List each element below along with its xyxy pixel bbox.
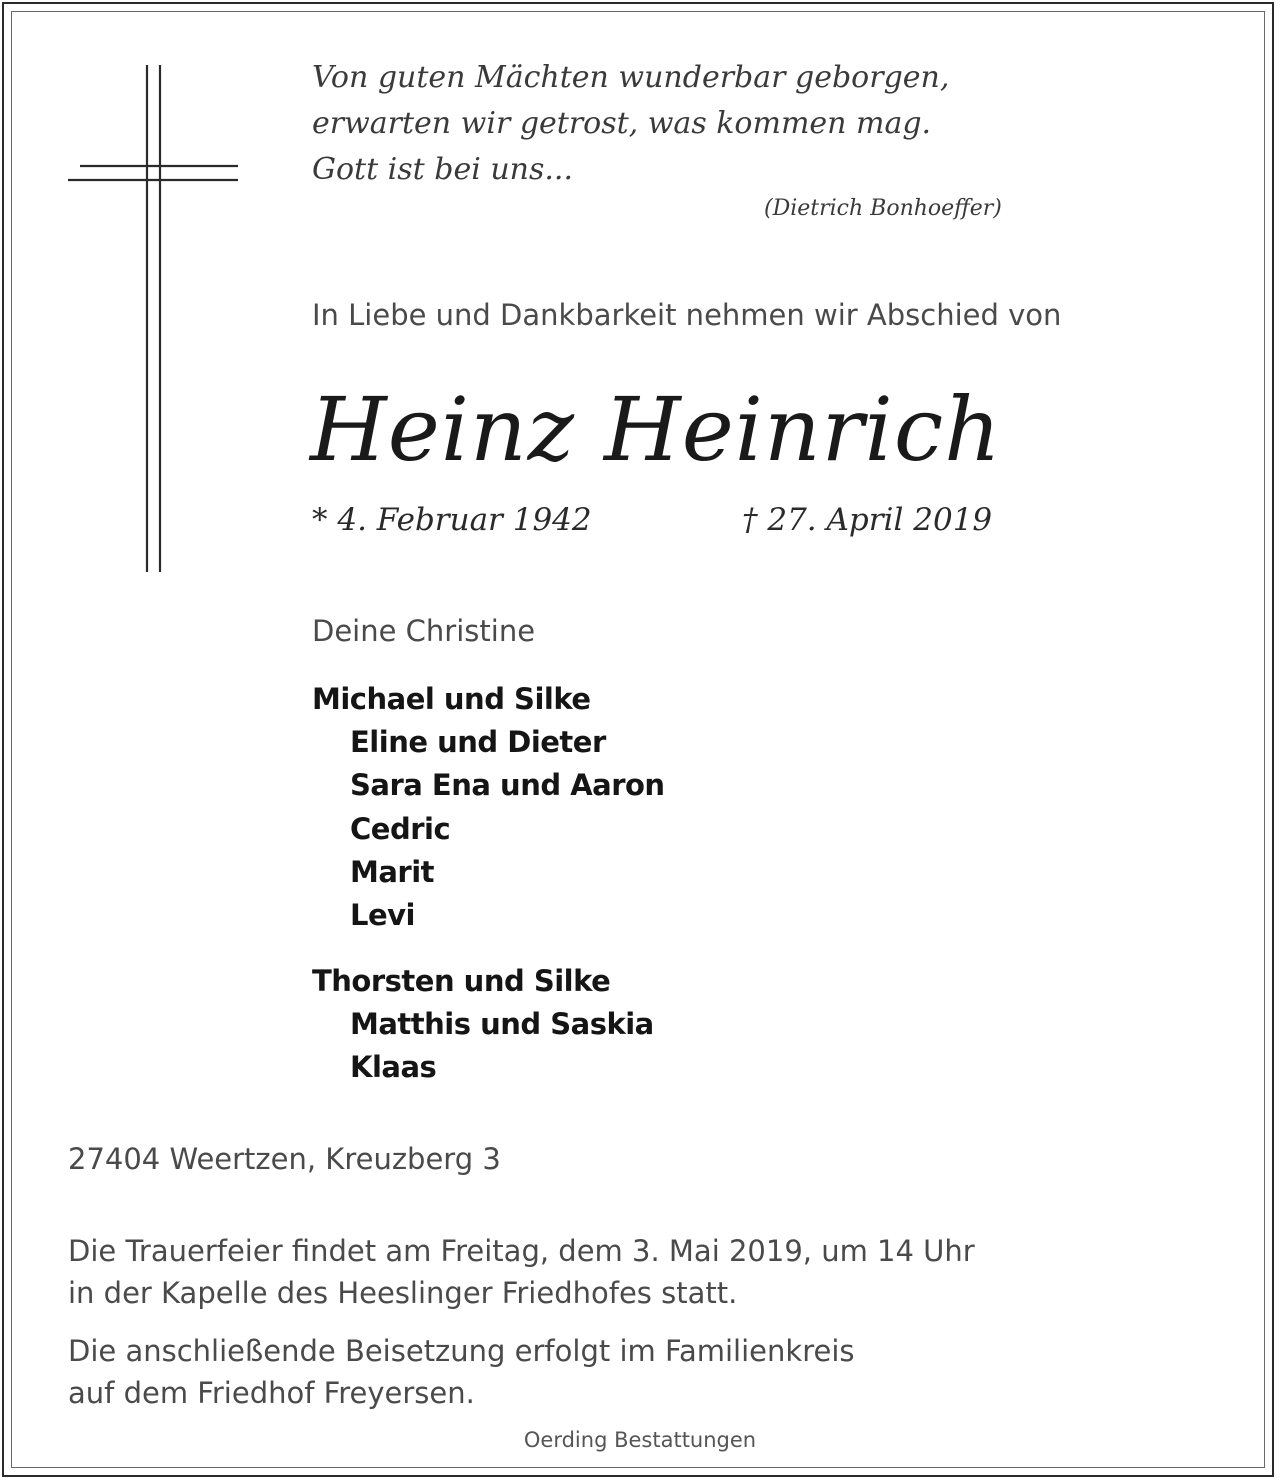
family-head: Thorsten und Silke: [312, 964, 611, 998]
funeral-info-line-2: in der Kapelle des Heeslinger Friedhofes statt.: [68, 1276, 738, 1310]
spouse-signature: Deine Christine: [312, 614, 536, 648]
burial-info-line-2: auf dem Friedhof Freyersen.: [68, 1376, 475, 1410]
family-head: Michael und Silke: [312, 682, 591, 716]
family-member: Cedric: [350, 812, 451, 846]
funeral-info-line-1: Die Trauerfeier findet am Freitag, dem 3. Mai 2019, um 14 Uhr: [68, 1234, 975, 1268]
family-member: Klaas: [350, 1050, 437, 1084]
family-member: Matthis und Saskia: [350, 1007, 654, 1041]
undertaker-credit: Oerding Bestattungen: [523, 1428, 757, 1452]
family-member: Sara Ena und Aaron: [350, 768, 665, 802]
quote-line-3: Gott ist bei uns...: [312, 152, 573, 187]
quote-line-2: erwarten wir getrost, was kommen mag.: [312, 106, 932, 141]
quote-author: (Dietrich Bonhoeffer): [764, 196, 1002, 221]
family-member: Marit: [350, 855, 435, 889]
family-member: Eline und Dieter: [350, 725, 606, 759]
death-date: † 27. April 2019: [742, 502, 993, 538]
address: 27404 Weertzen, Kreuzberg 3: [68, 1142, 501, 1176]
quote-line-1: Von guten Mächten wunderbar geborgen,: [312, 60, 950, 95]
burial-info-line-1: Die anschließende Beisetzung erfolgt im Familienkreis: [68, 1334, 855, 1368]
deceased-name: Heinz Heinrich: [310, 378, 1002, 481]
birth-date: * 4. Februar 1942: [312, 502, 592, 538]
intro-text: In Liebe und Dankbarkeit nehmen wir Abschied von: [312, 298, 1062, 332]
cross-icon: [60, 60, 250, 580]
family-member: Levi: [350, 898, 415, 932]
